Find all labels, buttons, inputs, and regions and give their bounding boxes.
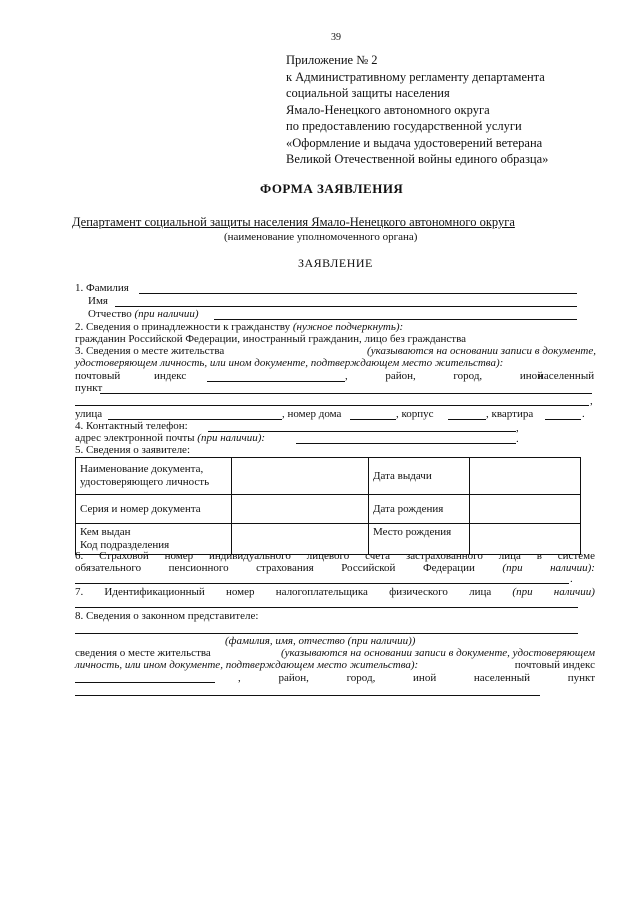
appendix-line: Ямало-Ненецкого автономного округа <box>286 102 490 117</box>
name-label: Имя <box>88 295 108 307</box>
page-number: 39 <box>331 32 341 43</box>
rep-city-words: , район, город, иной населенный пункт <box>238 672 595 684</box>
doc-name-label: Наименование документа, <box>80 463 204 475</box>
rep-residence-line2: личность, или ином документе, подтверждающем место жительства): почтовый индекс <box>75 659 595 671</box>
patronymic-field[interactable] <box>214 319 577 320</box>
comma: , <box>590 395 593 407</box>
tax-id-field[interactable] <box>75 607 578 608</box>
birth-date-label: Дата рождения <box>369 495 470 524</box>
period: . <box>582 408 585 420</box>
birth-date-value[interactable] <box>470 495 581 524</box>
rep-postal-index-field[interactable] <box>75 682 215 683</box>
appendix-block <box>286 52 548 168</box>
point-label: пункт <box>75 382 103 394</box>
apartment-label: , квартира <box>486 408 534 420</box>
department-name: Департамент социальной защиты населения Ямало-Ненецкого автономного округа <box>72 215 515 229</box>
appendix-line: «Оформление и выдача удостоверений ветерана <box>286 135 543 150</box>
extra-address-field[interactable] <box>75 405 589 406</box>
section6-line2: обязательного пенсионного страхования Российской Федерации (при наличии): <box>75 562 595 574</box>
issue-date-value[interactable] <box>470 458 581 495</box>
surname-label: 1. Фамилия <box>75 282 129 294</box>
rep-point-field[interactable] <box>75 695 540 696</box>
house-label: , номер дома <box>282 408 342 420</box>
phone-label: 4. Контактный телефон: <box>75 420 188 432</box>
representative-name-field[interactable] <box>75 633 578 634</box>
apartment-field[interactable] <box>545 419 581 420</box>
representative-label: 8. Сведения о законном представителе: <box>75 610 259 622</box>
residence-label: 3. Сведения о месте жительства (указываются на основании записи в документе, <box>75 345 596 357</box>
period: . <box>516 433 519 445</box>
statement-title: ЗАЯВЛЕНИЕ <box>298 256 373 270</box>
postal-word-1: почтовый <box>75 370 121 382</box>
house-field[interactable] <box>350 419 396 420</box>
email-field[interactable] <box>296 443 516 444</box>
series-value[interactable] <box>232 495 369 524</box>
street-label: улица <box>75 408 103 420</box>
appendix-line: к Административному регламенту департамента <box>286 69 545 84</box>
postal-word-2: индекс <box>154 370 187 382</box>
appendix-line: социальной защиты населения <box>286 86 450 100</box>
email-label: адрес электронной почты (при наличии): <box>75 432 266 444</box>
applicant-table <box>75 457 581 555</box>
unit-code-label: Код подразделения <box>80 539 170 551</box>
citizenship-label: 2. Сведения о принадлежности к гражданству (нужное подчеркнуть): <box>75 321 404 333</box>
doc-name-value[interactable] <box>232 458 369 495</box>
city-words: , район, город, иной <box>345 370 543 382</box>
point-field[interactable] <box>100 393 592 394</box>
series-label: Серия и номер документа <box>76 495 232 524</box>
rep-residence-line1: сведения о месте жительства (указываются на основании записи в документе, удостоверяющем <box>75 647 595 659</box>
appendix-line: по предоставлению государственной услуги <box>286 119 522 133</box>
building-field[interactable] <box>448 419 486 420</box>
patronymic-label: Отчество (при наличии) <box>88 308 199 320</box>
doc-name-label-2: удостоверяющего личность <box>80 476 210 488</box>
residence-note: удостоверяющем личность, или ином документе, подтверждающем место жительства): <box>75 357 504 369</box>
building-label: , корпус <box>396 408 434 420</box>
form-title: ФОРМА ЗАЯВЛЕНИЯ <box>260 181 404 196</box>
doc-name-cell <box>76 458 232 495</box>
postal-index-field[interactable] <box>207 381 345 382</box>
insurance-number-field[interactable] <box>75 583 569 584</box>
issued-by-label: Кем выдан <box>80 526 131 538</box>
issue-date-label: Дата выдачи <box>369 458 470 495</box>
birth-place-label: Место рождения <box>369 524 470 555</box>
applicant-label: 5. Сведения о заявителе: <box>75 444 191 456</box>
appendix-line: Великой Отечественной войны единого образца» <box>286 152 549 166</box>
section7-line: 7. Идентификационный номер налогоплательщика физического лица (при наличии) <box>75 586 595 598</box>
postal-word-4: населенный <box>538 370 595 382</box>
name-field[interactable] <box>115 306 577 307</box>
period: . <box>570 573 573 585</box>
surname-field[interactable] <box>139 293 577 294</box>
department-caption: (наименование уполномоченного органа) <box>224 231 418 243</box>
representative-caption: (фамилия, имя, отчество (при наличии)) <box>225 635 416 647</box>
comma: , <box>516 422 519 434</box>
appendix-line: Приложение № 2 <box>286 53 378 67</box>
section6-line1: 6. Страховой номер индивидуального лицевого счета застрахованного лица в системе <box>75 550 595 562</box>
citizenship-options[interactable]: гражданин Российской Федерации, иностранный гражданин, лицо без гражданства <box>75 333 467 345</box>
